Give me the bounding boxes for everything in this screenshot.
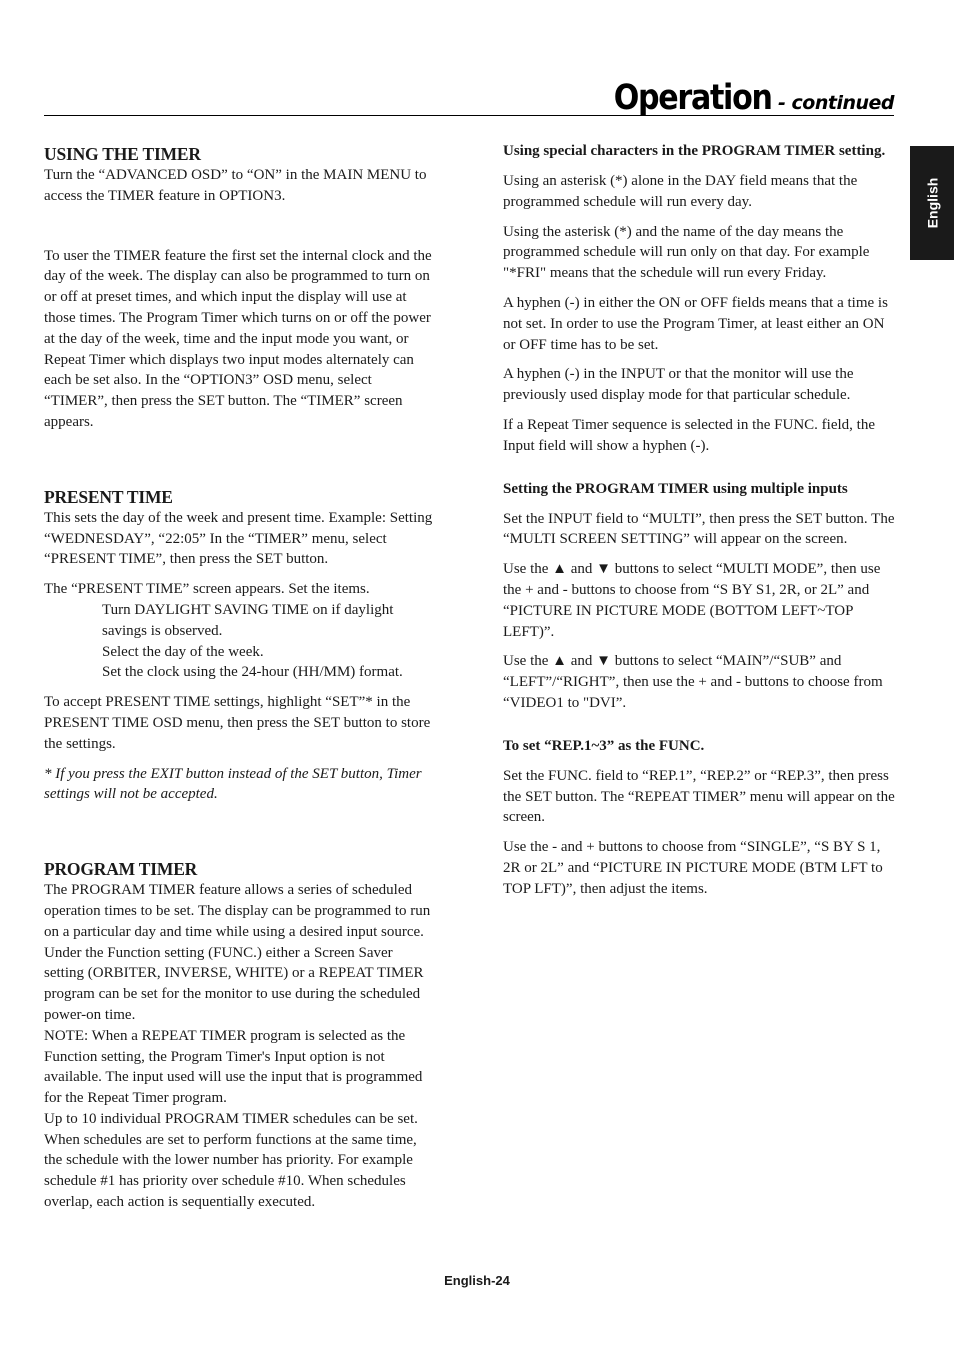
- subsection-heading: Using special characters in the PROGRAM TIMER setting.: [503, 143, 886, 159]
- paragraph: To accept PRESENT TIME settings, highlight “SET”* in the PRESENT TIME OSD menu, then press the SET button to store the settings.: [44, 694, 431, 752]
- paragraph: Use the - and + buttons to choose from “SINGLE”, “S BY S 1, 2R or 2L” and “PICTURE IN PICTURE MODE (BTM LFT to TOP LFT)”, then adjust the items.: [503, 839, 883, 897]
- section-multiple-inputs: [503, 479, 897, 714]
- section-heading: PROGRAM TIMER: [44, 859, 198, 880]
- paragraph: Use the ▲ and ▼ buttons to select “MULTI MODE”, then use the + and - buttons to choose from “S BY S1, 2R, or 2L” and “PICTURE IN PICTURE MODE (BOTTOM LEFT~TOP LEFT)”.: [503, 561, 881, 640]
- paragraph: Using an asterisk (*) alone in the DAY field means that the programmed schedule will run every day.: [503, 173, 858, 210]
- language-tab: [910, 146, 954, 260]
- paragraph: The “PRESENT TIME” screen appears. Set the items.: [44, 581, 370, 598]
- page-title-main: Operation: [613, 78, 772, 118]
- paragraph: If a Repeat Timer sequence is selected in the FUNC. field, the Input field will show a hyphen (-).: [503, 416, 875, 454]
- section-present-time: [44, 486, 436, 805]
- page-title: [588, 78, 894, 118]
- paragraph: Set the FUNC. field to “REP.1”, “REP.2” or “REP.3”, then press the SET button. The “REPEAT TIMER” menu will appear on the screen.: [503, 767, 895, 826]
- paragraph: The PROGRAM TIMER feature allows a series of scheduled operation times to be set. The display can be programmed to run on a particular day and time while using a desired input source. Under the Function setting (FUNC.) either a Screen Saver setting (ORBITER, INVERSE, WHITE) or a REPEAT TIMER program can be set for the monitor to use during the scheduled power-on time.: [44, 882, 431, 1023]
- paragraph: Using the asterisk (*) and the name of the day means the programmed schedule will run only on that day. For example "*FRI" means that the schedule will run every Friday.: [503, 223, 870, 282]
- section-special-characters: [503, 141, 897, 457]
- note-paragraph: NOTE: When a REPEAT TIMER program is selected as the Function setting, the Program Timer's Input option is not available. The input used will use the input that is programmed for the Repeat Timer program.: [44, 1027, 423, 1107]
- paragraph: To user the TIMER feature the first set the internal clock and the day of the week. The display can also be programmed to turn on or off at preset times, and which input the display will use at those times. The Program Timer which turns on or off the power at the day of the week, time and the input mode you want, or Repeat Timer which displays two input modes alternately can each be set also. In the “OPTION3” OSD menu, select “TIMER”, then press the SET button. The “TIMER” screen appears.: [44, 247, 432, 430]
- section-rep-func: [503, 736, 897, 900]
- right-column: [503, 141, 897, 900]
- paragraph: Set the INPUT field to “MULTI”, then press the SET button. The “MULTI SCREEN SETTING” will appear on the screen.: [503, 510, 895, 548]
- page-title-sub: - continued: [771, 92, 894, 114]
- paragraph: Use the ▲ and ▼ buttons to select “MAIN”/“SUB” and “LEFT”/“RIGHT”, then use the + and - buttons to choose from “VIDEO1 to "DVI”.: [503, 653, 883, 711]
- page-number: English-24: [444, 1273, 510, 1288]
- subsection-heading: Setting the PROGRAM TIMER using multiple inputs: [503, 480, 848, 497]
- list-item: Select the day of the week.: [102, 643, 264, 660]
- section-heading: USING THE TIMER: [44, 144, 201, 164]
- paragraph: A hyphen (-) in the INPUT or that the monitor will use the previously used display mode for that particular schedule.: [503, 366, 854, 404]
- paragraph: Up to 10 individual PROGRAM TIMER schedules can be set. When schedules are set to perform functions at the same time, the schedule with the lower number has priority. For example schedule #1 has priority over schedule #10. When schedules overlap, each action is sequentially executed.: [44, 1110, 418, 1211]
- section-heading: PRESENT TIME: [44, 486, 173, 507]
- subsection-heading: To set “REP.1~3” as the FUNC.: [503, 737, 705, 754]
- language-tab-label: English: [924, 177, 940, 229]
- paragraph: A hyphen (-) in either the ON or OFF fields means that a time is not set. In order to use the Program Timer, at least either an ON or OFF time has to be set.: [503, 294, 888, 353]
- section-program-timer: [44, 858, 436, 1213]
- list-item: Turn DAYLIGHT SAVING TIME on if daylight savings is observed.: [102, 601, 394, 639]
- paragraph: This sets the day of the week and present time. Example: Setting “WEDNESDAY”, “22:05” In the “TIMER” menu, select “PRESENT TIME”, then press the SET button.: [44, 509, 433, 568]
- list-item: Set the clock using the 24-hour (HH/MM) format.: [102, 664, 403, 681]
- footnote: * If you press the EXIT button instead of the SET button, Timer settings will not be accepted.: [44, 765, 422, 803]
- paragraph: Turn the “ADVANCED OSD” to “ON” in the MAIN MENU to access the TIMER feature in OPTION3.: [44, 167, 427, 204]
- section-using-the-timer: [44, 143, 436, 433]
- left-column: [44, 143, 436, 1213]
